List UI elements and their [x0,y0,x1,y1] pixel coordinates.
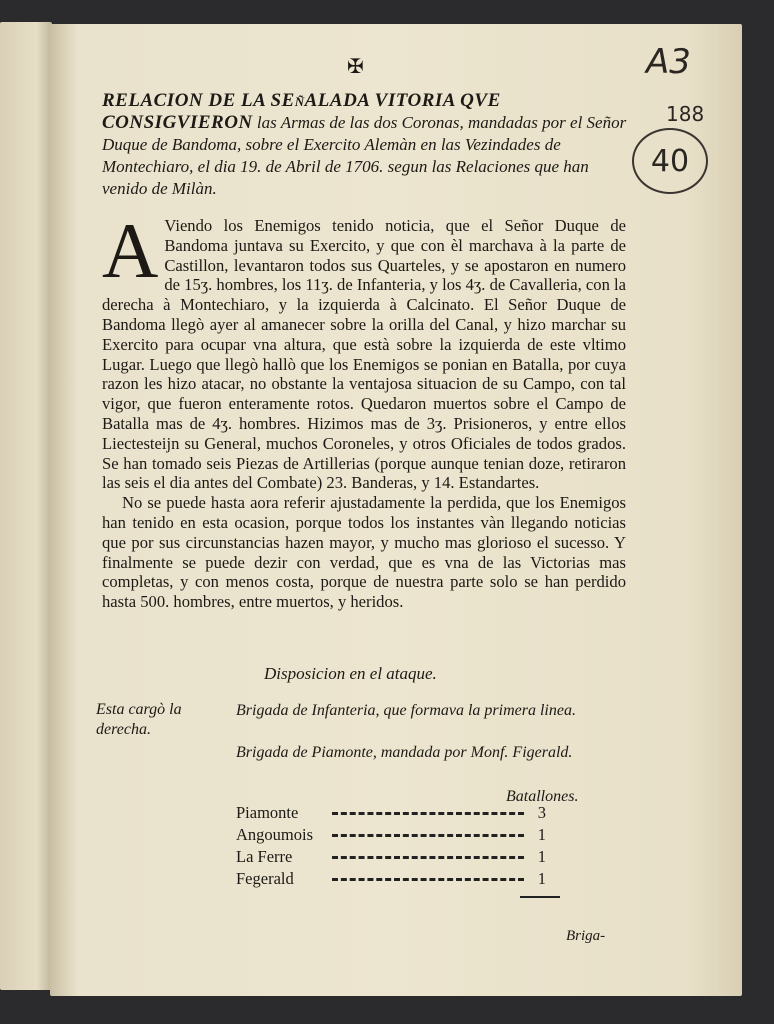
margin-note: Esta cargò la derecha. [96,701,182,738]
troop-name: La Ferre [236,847,293,866]
disposition-heading: Disposicion en el ataque. [264,664,437,683]
brigade-infanteria: Brigada de Infanteria, que formava la primera linea. [236,702,576,719]
troop-count: 1 [537,825,546,844]
troop-count: 1 [537,869,546,888]
title-rest: las Armas de las dos Coronas, mandadas por el Señor Duque de Bandoma, sobre el Exercito Alemàn en las Vezindades de Montechiaro, el dia 19. de Abril de 1706. segun las Relaciones que han venido de Milàn. [102,113,627,198]
circled-number-text: 40 [650,143,690,179]
troop-row [236,802,546,824]
troop-row [236,824,546,846]
troop-name: Piamonte [236,803,299,822]
body-text [102,207,626,612]
leader-dashes [332,878,524,881]
brigade-piamonte: Brigada de Piamonte, mandada por Monf. Figerald. [236,744,573,761]
facing-page-edge [0,22,52,990]
troop-row [236,846,546,868]
paragraph-1: Viendo los Enemigos tenido noticia, que el Señor Duque de Bandoma juntava su Exercito, y que con èl marchava à la parte de Castillon, levantaron todos sus Quarteles, y se apostaron en numero de 15ʒ. hombres, los 11ʒ. de Infanteria, y los 4ʒ. de Cavalleria, con la derecha à Montechiaro, y la izquierda à Calcinato. El Señor Duque de Bandoma llegò ayer al amanecer sobre la orilla del Canal, y hizo marchar su Exercito para ocupar vna altura, que està sobre la izquierda de este vltimo Lugar. Luego que llegò hallò que los Enemigos se ponian en Batalla, por cuya razon les hizo atacar, no obstante la ventajosa situacion de su Campo, con tal vigor, que fueron enteramente rotos. Quedaron muertos sobre el Campo de Batalla mas de 4ʒ. hombres. Hizimos mas de 3ʒ. Prisioneros, y entre ellos Liectesteijn su General, muchos Coroneles, y otros Oficiales de todos grados. Se han tomado seis Piezas de Artillerias (porque aunque tenian doze, retiraron las seis el dia antes del Combate) 23. Banderas, y 14. Estandartes. [102,216,626,493]
title-heading: RELACION DE LA SEñALADA VITORIA QVE CONSIGVIERON [102,90,501,133]
document-title [102,90,630,200]
cross-ornament: ✠ [347,56,364,78]
manuscript-note: A3 [646,42,691,82]
drop-cap: A [102,207,159,294]
paragraph-2: No se puede hasta aora referir ajustadamente la perdida, que los Enemigos han tenido en esta ocasion, porque todos los instantes vàn llegando noticias que por sus circunstancias hazen mayor, y mucho mas glorioso el sucesso. Y finalmente se puede dezir con verdad, que es vna de las Victorias mas completas, y con menos costa, porque de nuestra parte solo se han perdido hasta 500. hombres, entre muertos, y heridos. [102,493,626,612]
catchword: Briga- [566,928,606,944]
leader-dashes [332,812,524,815]
leader-dashes [332,856,524,859]
troop-row [236,868,546,890]
troop-name: Angoumois [236,825,314,844]
troop-name: Fegerald [236,869,294,888]
manuscript-number: 188 [666,102,705,126]
leader-dashes [332,834,524,837]
document-page [50,24,742,996]
circled-page-number [632,128,708,194]
troop-list [236,802,546,890]
troop-count: 3 [537,803,546,822]
battalions-label: Batallones. [506,788,579,805]
total-rule [520,896,560,898]
troop-count: 1 [537,847,546,866]
